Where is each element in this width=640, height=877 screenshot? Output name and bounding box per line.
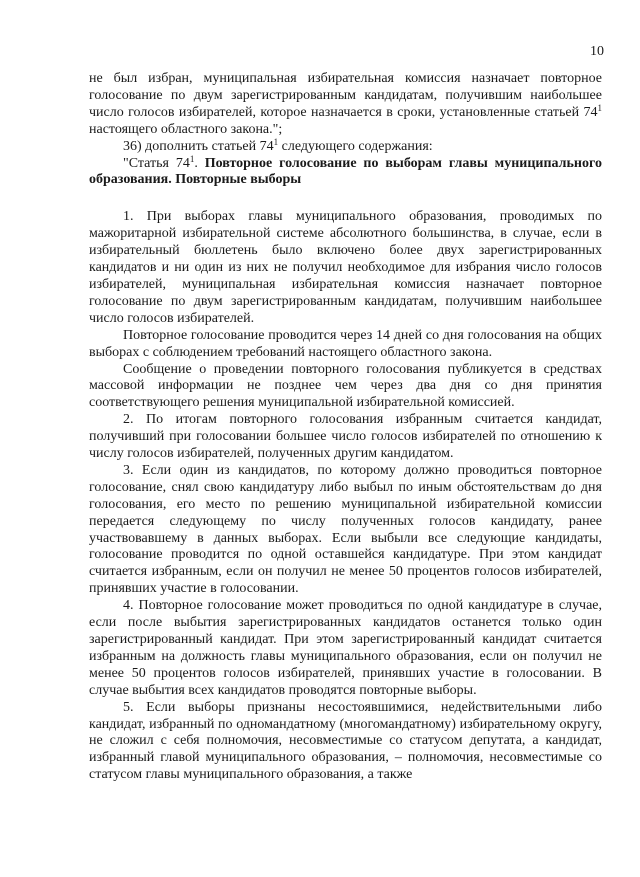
paragraph-1: 1. При выборах главы муниципального образования, проводимых по мажоритарной избирательной системе абсолютного большинства, в случае, если в избирательный бюллетень было включено более двух зарегистрированных кандидатов и ни один из них не получил необходимое для избрания число голосов избирателей, муниципальная избирательная комиссия назначает повторное голосование по двум зарегистрированным кандидатам, получившим наибольшее число голосов избирателей. (89, 209, 602, 326)
paragraph-announcement: Сообщение о проведении повторного голосования публикуется в средствах массовой информации не позднее чем через два дня со дня принятия соответствующего решения муниципальной избирательной комиссией. (89, 361, 602, 411)
document-body (89, 71, 602, 784)
paragraph-5: 5. Если выборы признаны несостоявшимися, недействительными либо кандидат, избранный по одномандатному (многомандатному) избирательному округу, не сложил с себя полномочия, несовместимые со статусом депутата, а кандидат, избранный главой муниципального образования, – полномочия, несовместимые со статусом главы муниципального образования, а также (89, 699, 602, 783)
amendment-item-36: 36) дополнить статьей $74^1$ следующего содержания: (123, 136, 433, 154)
paragraph-runoff-timing: Повторное голосование проводится через 14 дней со дня голосования на общих выборах с соблюдением требований настоящего областного закона. (89, 327, 602, 360)
article-heading: "Статья $74^1$. Повторное голосование по выборам главы муниципального образования. Повторные выборы (89, 153, 603, 188)
paragraph-2: 2. По итогам повторного голосования избранным считается кандидат, получивший при голосовании большее число голосов избирателей по отношению к числу голосов избирателей, полученных другим кандидатом. (89, 412, 602, 462)
paragraph-3: 3. Если один из кандидатов, по которому должно проводиться повторное голосование, снял свою кандидатуру либо выбыл по иным обстоятельствам до дня голосования, его место по решению муниципальной избирательной комиссии передается следующему по числу полученных голосов кандидату, ранее участвовавшему в данных выборах. Если выбыли все следующие кандидаты, голосование проводится по одной оставшейся кандидатуре. При этом кандидат считается избранным, если он получил не менее 50 процентов голосов избирателей, принявших участие в голосовании. (89, 462, 602, 597)
page-number: 10 (590, 44, 604, 59)
paragraph-4: 4. Повторное голосование может проводиться по одной кандидатуре в случае, если после выбытия зарегистрированных кандидатов останется только один зарегистрированный кандидат. При этом зарегистрированный кандидат считается избранным на должность главы муниципального образования, если он получил не менее 50 процентов голосов избирателей, принявших участие в голосовании. В случае выбытия всех кандидатов проводятся повторные выборы. (89, 598, 602, 698)
paragraph-continuation: не был избран, муниципальная избирательная комиссия назначает повторное голосование по двум зарегистрированным кандидатам, получившим наибольшее число голосов избирателей, которое назначается в сроки, установленные статьей $74^1$ настоящего областного закона."; (89, 71, 602, 137)
